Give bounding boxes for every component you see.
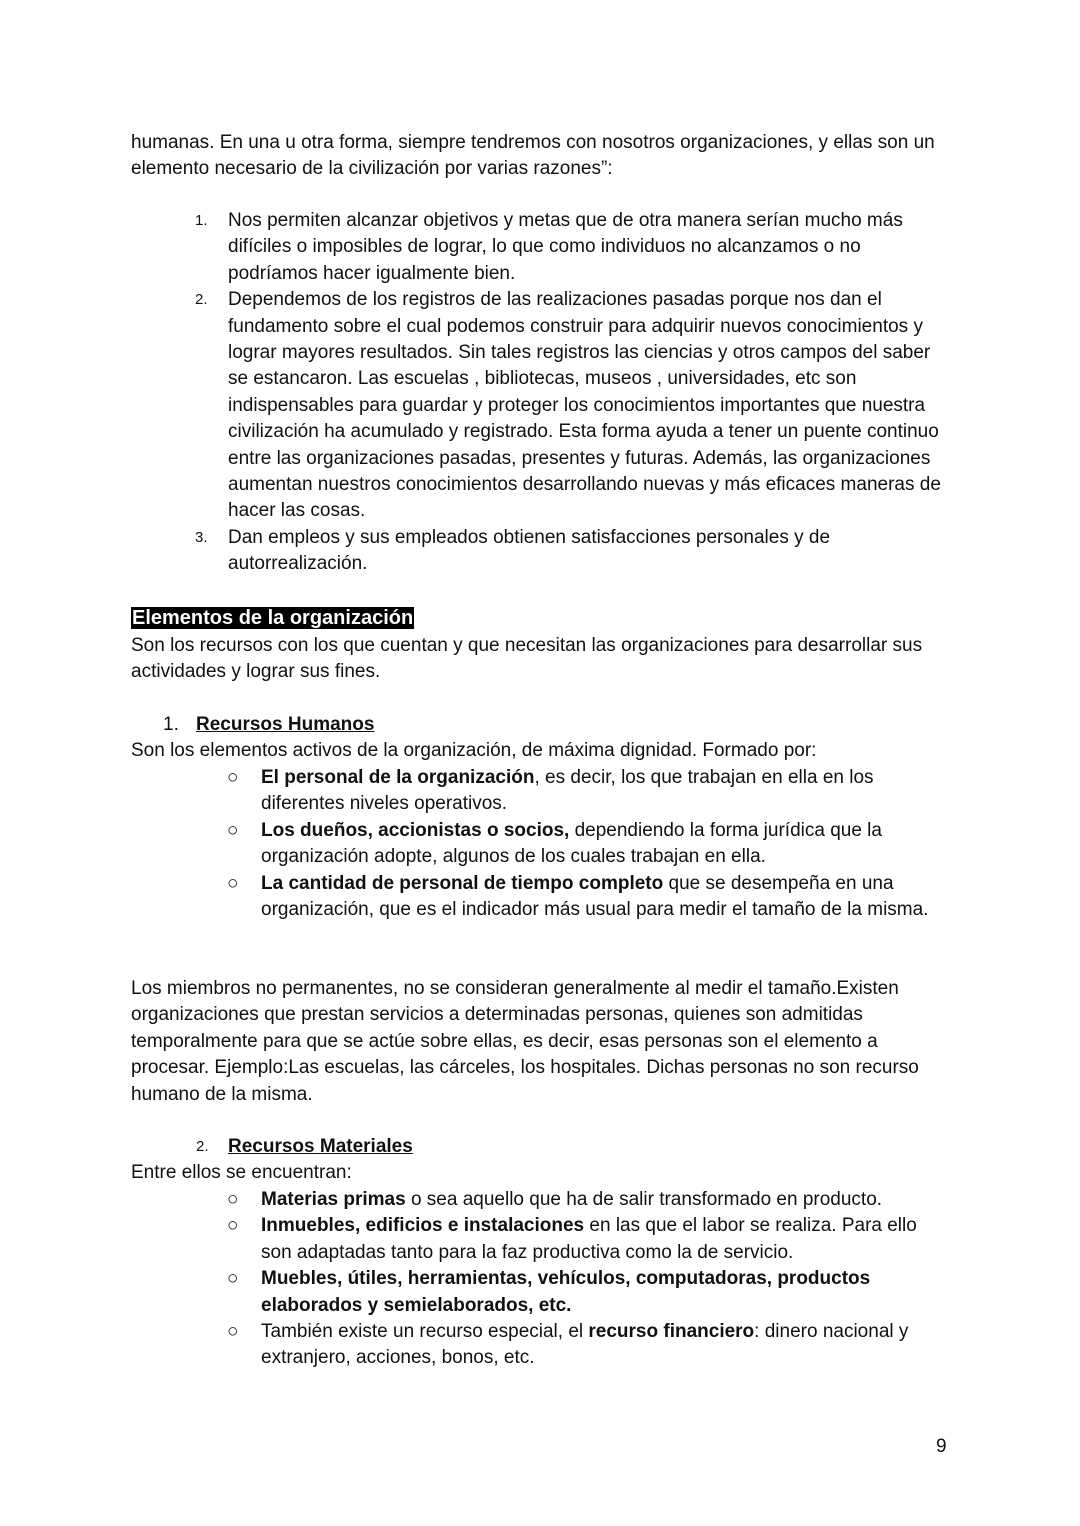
bold-term: La cantidad de personal de tiempo completo [261,872,664,894]
subheading-recursos-materiales: Recursos Materiales [228,1136,413,1157]
subheading-number: 1. [163,714,179,735]
bullet-icon: ○ [227,1215,239,1237]
list-number: 1. [195,212,208,229]
rh-bullets [131,765,951,923]
page-number: 9 [936,1436,947,1457]
rm-bullets [131,1187,951,1372]
list-text: Nos permiten alcanzar objetivos y metas que de otra manera serían mucho más difíciles o imposibles de lograr, lo que como individuos no alcanzamos o no podríamos hacer igualmente bien. [228,210,903,284]
bullet-icon: ○ [227,1268,239,1290]
bullet-item [131,1319,951,1372]
list-text: Dan empleos y sus empleados obtienen satisfacciones personales y de autorrealización. [228,526,831,575]
bullet-text: dependiendo la forma jurídica que la organización adopte, algunos de los cuales trabajan en ella. [261,819,882,868]
bullet-item [131,818,951,871]
list-item [131,208,948,287]
bullet-text: o sea aquello que ha de salir transformado en producto. [405,1189,883,1210]
bullet-item [131,1187,951,1213]
bold-term: recurso financiero [588,1321,755,1343]
bullet-icon: ○ [227,872,239,894]
bold-term: Materias primas [261,1189,406,1210]
list-number: 3. [195,528,208,546]
bullet-text: También existe un recurso especial, el [261,1321,589,1343]
rh-note: Los miembros no permanentes, no se consideran generalmente al medir el tamaño.Existen organizaciones que prestan servicios a determinadas personas, quienes son admitidas temporalmente para que se actúe sobre ellas, es decir, esas personas son el elemento a procesar. Ejemplo:Las escuelas, las cárceles, los hospitales. Dichas personas no son recurso humano de la misma. [131,978,919,1105]
section-intro: Son los recursos con los que cuentan y que necesitan las organizaciones para desarrollar sus actividades y lograr sus fines. [131,635,923,683]
bold-term: Inmuebles, edificios e instalaciones [261,1215,585,1237]
reasons-list [131,208,951,578]
bullet-text: : dinero nacional y extranjero, acciones, bonos, etc. [261,1321,909,1369]
list-text: Dependemos de los registros de las realizaciones pasadas porque nos dan el fundamento sobre el cual podemos construir para adquirir nuevos conocimientos y lograr mayores resultados. Sin tales registros las ciencias y otros campos del saber se estancaron. Las escuelas , bibliotecas, museos , universidades, etc son indispensables para guardar y proteger los conocimientos importantes que nuestra civilización ha acumulado y registrado. Esta forma ayuda a tener un puente continuo entre las organizaciones pasadas, presentes y futuras. Además, las organizaciones aumentan nuestros conocimientos desarrollando nuevas y más eficaces maneras de hacer las cosas. [228,289,941,522]
list-item [131,287,948,525]
list-item [131,525,948,578]
bullet-icon: ○ [227,1189,239,1210]
bold-term: Los dueños, accionistas o socios, [261,819,570,841]
bullet-item [131,1213,951,1266]
bullet-item [131,765,951,818]
bullet-text: que se desempeña en una organización, que es el indicador más usual para medir el tamaño de la misma. [261,872,929,921]
bold-term: Muebles, útiles, herramientas, vehículos, computadoras, productos elaborados y semielaborados, etc. [261,1268,871,1316]
bullet-text: en las que el labor se realiza. Para ello son adaptadas tanto para la faz productiva como la de servicio. [261,1215,917,1263]
section-heading: Elementos de la organización [132,607,414,629]
subheading-number: 2. [196,1138,209,1155]
bullet-icon: ○ [227,1321,239,1343]
rh-intro: Son los elementos activos de la organización, de máxima dignidad. Formado por: [131,740,817,761]
list-number: 2. [195,291,208,309]
intro-paragraph: humanas. En una u otra forma, siempre tendremos con nosotros organizaciones, y ellas son un elemento necesario de la civilización por varias razones”: [131,132,935,180]
bullet-icon: ○ [227,819,239,841]
subheading-recursos-humanos: Recursos Humanos [196,714,375,735]
bullet-icon: ○ [227,767,239,788]
bullet-text: , es decir, los que trabajan en ella en los diferentes niveles operativos. [261,767,874,815]
bullet-item [131,1266,951,1319]
bullet-item [131,871,951,924]
bold-term: El personal de la organización [261,767,535,788]
rm-intro: Entre ellos se encuentran: [131,1162,352,1183]
